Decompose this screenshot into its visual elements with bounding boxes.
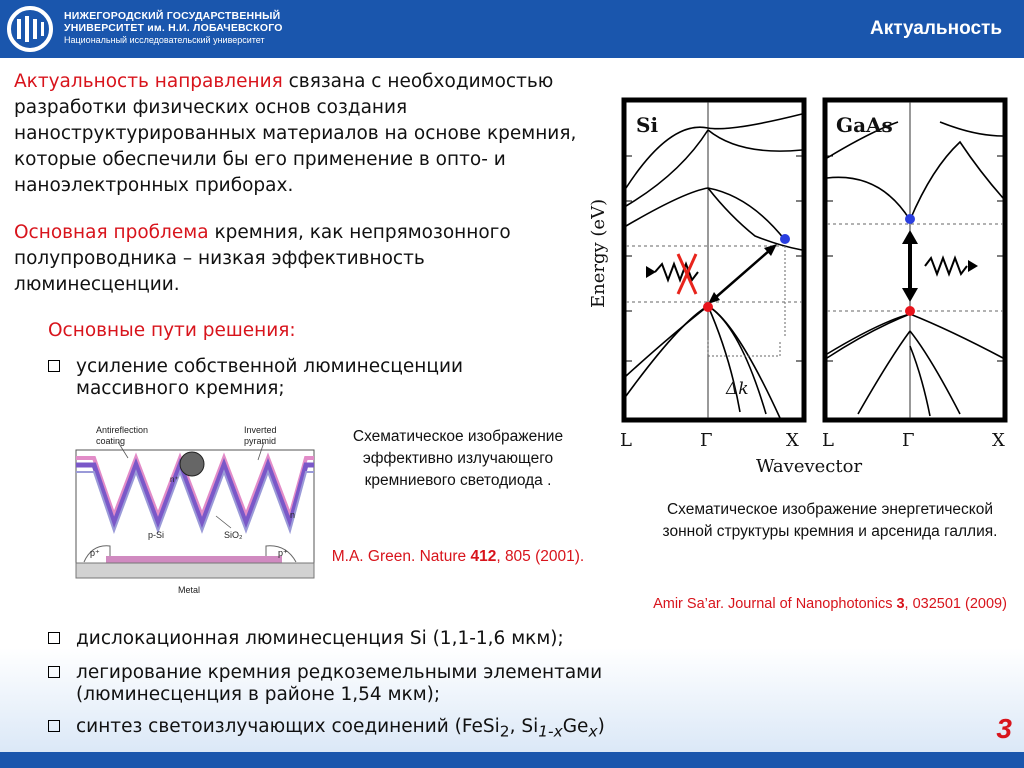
- led-ref-authors: M.A. Green. Nature: [331, 548, 471, 565]
- label-inverted: Inverted: [244, 425, 277, 435]
- energy-axis-label: Energy (eV): [588, 198, 609, 308]
- label-n-plus: n⁺: [170, 475, 179, 484]
- label-n: n: [290, 510, 296, 520]
- university-line2: УНИВЕРСИТЕТ им. Н.И. ЛОБАЧЕВСКОГО: [64, 22, 283, 34]
- label-antireflection: Antireflection: [96, 425, 149, 435]
- led-diagram: [66, 420, 326, 600]
- page-number: 3: [996, 713, 1012, 744]
- solution-item-2: дислокационная люминесценция Si (1,1-1,6 мкм);: [76, 628, 564, 649]
- item4-part-d: ): [597, 716, 605, 737]
- checkbox-bullet-icon: [48, 632, 60, 644]
- list-item: [48, 628, 688, 650]
- led-caption: Схематическое изображение эффективно излучающего кремниевого светодиода .: [352, 428, 564, 489]
- slide-title: Актуальность: [869, 18, 1002, 39]
- checkbox-bullet-icon: [48, 666, 60, 678]
- university-line1: НИЖЕГОРОДСКИЙ ГОСУДАРСТВЕННЫЙ: [64, 10, 281, 22]
- bands-ref-authors: Amir Sa’ar. Journal of Nanophotonics: [653, 596, 897, 612]
- university-logo: [5, 6, 55, 52]
- list-item: [48, 716, 708, 743]
- bands-ref-pages: , 032501 (2009): [904, 596, 1007, 612]
- list-item: [48, 356, 568, 400]
- checkbox-bullet-icon: [48, 360, 60, 372]
- wavevector-axis-label: Wavevector: [756, 456, 863, 477]
- label-p-si: p-Si: [148, 530, 165, 540]
- solutions-heading: Основные пути решения:: [48, 320, 296, 341]
- gaas-L-label: L: [822, 430, 834, 451]
- led-ref-volume: 412: [470, 548, 497, 565]
- si-panel-label: Si: [636, 113, 659, 137]
- item4-sub-3: x: [588, 722, 598, 741]
- solution-item-3: легирование кремния редкоземельными элементами (люминесценция в районе 1,54 мкм);: [76, 662, 603, 705]
- label-pyramid: pyramid: [244, 436, 277, 446]
- bands-reference: [640, 594, 1020, 614]
- header-bar: [0, 0, 1024, 58]
- gaas-panel-label: GaAs: [836, 113, 893, 137]
- label-p-plus-right: p⁺: [278, 548, 288, 558]
- bands-caption: Схематическое изображение энергетической зонной структуры кремния и арсенида галлия.: [662, 501, 998, 540]
- band-structure-diagram: [580, 96, 1020, 486]
- item4-sub-1: 2: [499, 722, 510, 741]
- problem-text: кремния, как непрямозонного полупроводника – низкая эффективность люминесценции.: [14, 222, 511, 295]
- solution-item-4: [76, 716, 708, 743]
- footer-bar: [0, 752, 1024, 768]
- delta-k-label: Δk: [726, 379, 749, 399]
- si-X-label: X: [786, 430, 799, 451]
- list-item: [48, 662, 688, 706]
- checkbox-bullet-icon: [48, 720, 60, 732]
- label-p-plus-left: p⁺: [90, 548, 100, 558]
- item4-part-a: синтез светоизлучающих соединений (FeSi: [76, 716, 500, 737]
- item4-part-c: Ge: [562, 716, 589, 737]
- label-metal: Metal: [178, 585, 201, 595]
- gaas-gamma-label: Γ: [902, 430, 915, 451]
- led-ref-pages: , 805 (2001).: [496, 548, 585, 565]
- paragraph-problem: [14, 220, 574, 298]
- problem-highlight: Основная проблема: [14, 222, 209, 243]
- gaas-X-label: X: [992, 430, 1005, 451]
- university-line3: Национальный исследовательский университет: [64, 35, 265, 45]
- solution-item-1: усиление собственной люминесценции массивного кремния;: [76, 356, 464, 399]
- bands-ref-volume: 3: [896, 596, 905, 612]
- university-name: [64, 10, 283, 46]
- item4-sub-2: 1-x: [538, 722, 563, 741]
- relevance-highlight: Актуальность направления: [14, 71, 283, 92]
- paragraph-relevance: [14, 69, 624, 199]
- relevance-text: связана с необходимостью разработки физических основ создания наноструктурированных материалов на основе кремния, которые обеспечили бы его применение в опто- и наноэлектронных приборах.: [14, 71, 577, 196]
- si-L-label: L: [620, 430, 632, 451]
- item4-part-b: , Si: [509, 716, 539, 737]
- led-reference: [328, 546, 588, 568]
- label-coating: coating: [96, 436, 126, 446]
- label-sio2: SiO₂: [224, 530, 243, 540]
- si-gamma-label: Γ: [700, 430, 713, 451]
